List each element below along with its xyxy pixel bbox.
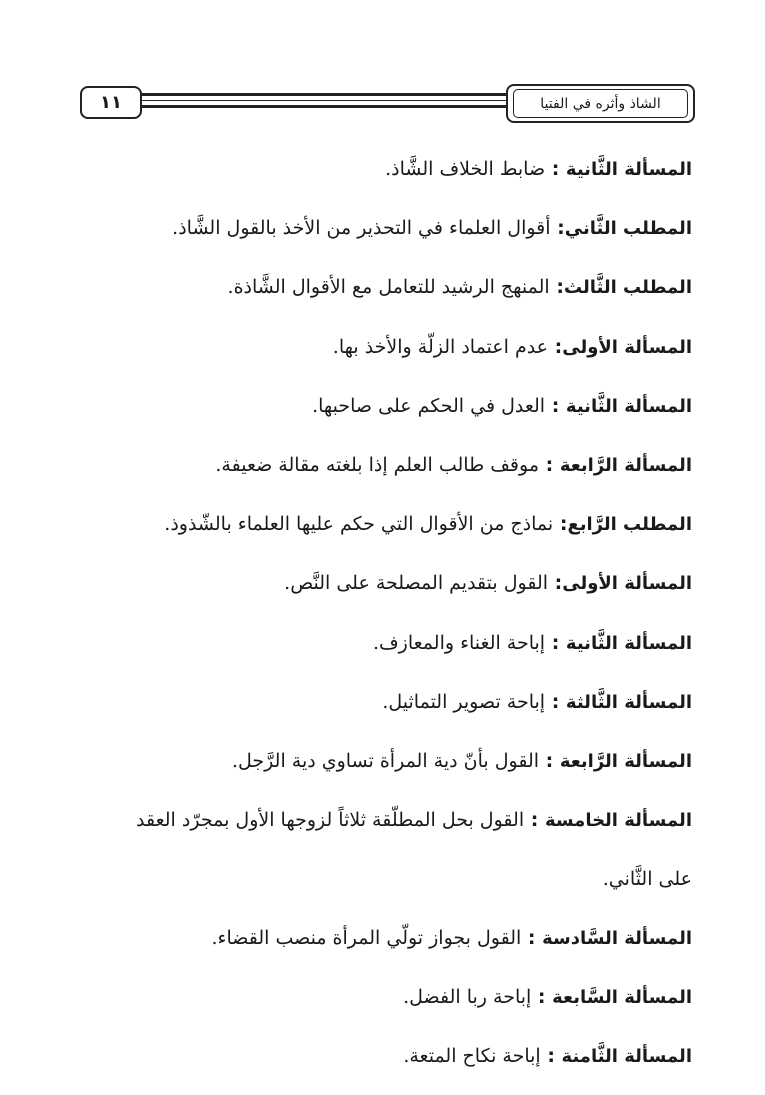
toc-line [78,140,692,199]
header-rule-bottom [142,105,506,108]
toc-line [78,554,692,613]
toc-label: المطلب الثَّاني [564,218,692,240]
toc-line [78,318,692,377]
toc-text: القول بتقديم المصلحة على النَّص. [284,572,549,595]
toc-line [78,673,692,732]
toc-text: إباحة نكاح المتعة. [403,1045,541,1068]
toc-label: المسألة السَّادسة [542,927,692,949]
toc-label: المسألة الثَّانية [565,395,692,417]
toc-text: على الثَّاني. [602,868,692,891]
toc-line-continuation [78,850,692,908]
toc-text: موقف طالب العلم إذا بلغته مقالة ضعيفة. [215,454,540,477]
toc-text: القول بأنّ دية المرأة تساوي دية الرَّجل. [232,750,540,773]
toc-label: المطلب الرَّابع [567,514,692,536]
toc-text: المنهج الرشيد للتعامل مع الأقوال الشَّاذة. [227,276,550,299]
page-number [80,86,142,119]
toc-label: المسألة الأولى [562,573,692,595]
header-rule-middle [142,100,506,101]
toc-text: القول بجواز تولّي المرأة منصب القضاء. [211,926,522,949]
toc-line [78,614,692,673]
toc-text: إباحة ربا الفضل. [403,985,532,1008]
table-of-contents [78,140,692,1086]
toc-separator: : [548,572,563,595]
toc-label: المسألة الثَّالثة [565,691,692,713]
toc-line [78,968,692,1027]
toc-label: المسألة الأولى [562,336,692,358]
toc-label: المسألة السَّابعة [552,986,692,1008]
toc-line [78,909,692,968]
toc-separator: : [545,394,566,417]
toc-text: إباحة تصوير التماثيل. [382,690,546,713]
toc-text: عدم اعتماد الزلّة والأخذ بها. [332,335,549,358]
header-rule-top [142,93,506,96]
toc-line [78,1027,692,1086]
toc-text: العدل في الحكم على صاحبها. [312,394,546,417]
toc-separator: : [545,158,566,180]
toc-separator: : [549,276,564,299]
toc-separator: : [524,809,545,832]
toc-separator: : [531,985,553,1008]
toc-line [78,436,692,495]
toc-label: المسألة الخامسة [544,810,692,832]
toc-separator: : [553,513,568,536]
toc-label: المطلب الثَّالث [563,277,692,299]
toc-text: أقوال العلماء في التحذير من الأخذ بالقول الشَّاذ. [172,217,551,240]
toc-label: المسألة الرَّابعة [559,455,692,477]
toc-line [78,732,692,791]
toc-text: القول بحل المطلّقة ثلاثاً لزوجها الأول بمجرّد العقد [136,809,525,832]
toc-text: إباحة الغناء والمعازف. [372,631,546,654]
toc-separator: : [540,1045,562,1068]
book-title: الشاذ وأثره في الفتيا [540,95,661,112]
toc-separator: : [545,631,566,654]
toc-separator: : [545,690,566,713]
toc-line [78,791,692,850]
toc-label: المسألة الرَّابعة [559,751,692,773]
toc-label: المسألة الثَّامنة [561,1046,692,1068]
toc-separator: : [539,454,560,477]
toc-separator: : [550,217,565,240]
toc-separator: : [521,926,543,949]
toc-separator: : [548,335,563,358]
toc-label: المسألة الثَّانية [565,632,692,654]
book-title-inner-frame [513,89,688,118]
page-header [0,0,765,130]
toc-separator: : [539,750,560,773]
toc-line [78,495,692,554]
toc-line [78,258,692,317]
toc-line [78,377,692,436]
toc-line [78,199,692,258]
toc-text: نماذج من الأقوال التي حكم عليها العلماء بالشّذوذ. [164,513,554,536]
book-title-frame [506,84,695,123]
page-number-text: ١١ [100,92,122,113]
toc-text: ضابط الخلاف الشَّاذ. [385,158,546,180]
toc-label: المسألة الثَّانية [565,159,692,180]
